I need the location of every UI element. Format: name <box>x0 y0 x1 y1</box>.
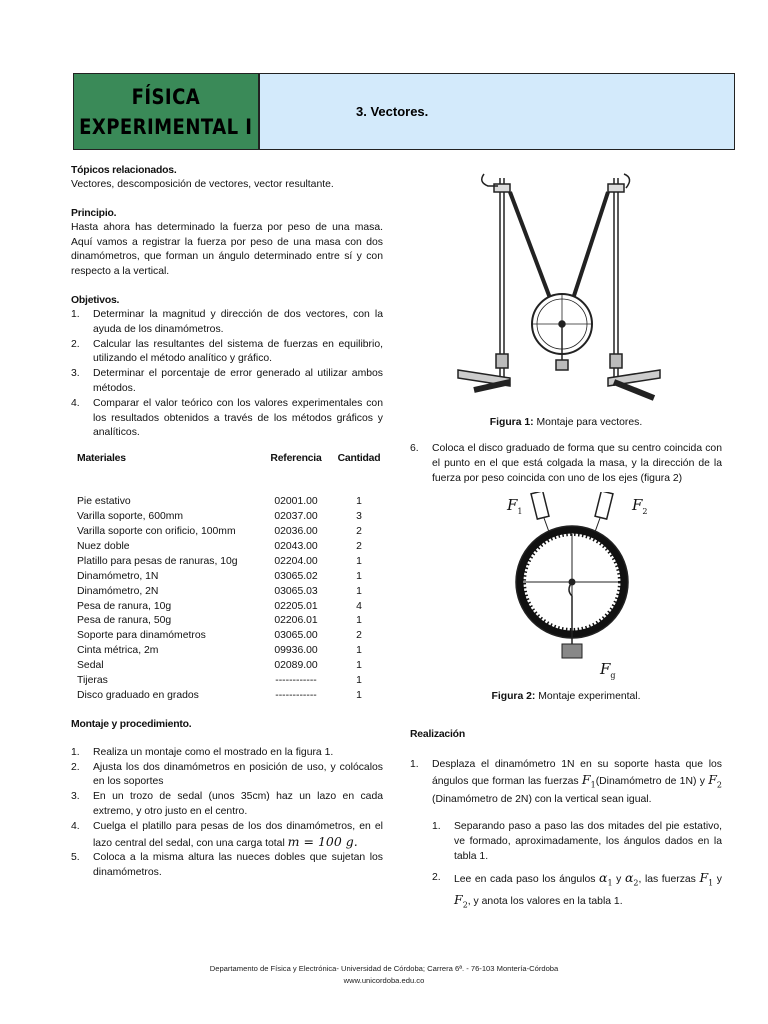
objetivos-section <box>71 294 383 441</box>
col-header-cantidad: Cantidad <box>337 453 381 465</box>
material-ref-cell: 02089.00 <box>274 660 318 672</box>
table-row <box>71 570 383 585</box>
table-row <box>71 674 383 689</box>
figure-2-illustration <box>410 492 722 684</box>
material-name-cell: Dinamómetro, 1N <box>77 570 159 582</box>
topicos-text: Vectores, descomposición de vectores, vector resultante. <box>71 179 334 190</box>
force-label-f2: $F_2$ <box>632 496 648 517</box>
material-ref-cell: 09936.00 <box>274 645 318 657</box>
topicos-section <box>71 164 383 193</box>
list-item: 3. Determinar el porcentaje de error generado al utilizar ambos métodos. <box>71 368 383 394</box>
material-ref-cell: 03065.00 <box>274 630 318 642</box>
material-ref-cell: 02037.00 <box>274 511 318 523</box>
material-name-cell: Sedal <box>77 660 104 672</box>
material-name-cell: Soporte para dinamómetros <box>77 630 206 642</box>
material-qty-cell: 1 <box>356 675 362 687</box>
page-footer <box>0 963 768 987</box>
list-item: 6. Coloca el disco graduado de forma que su centro coincida con el punto en el que está colgada la masa, y la dirección de la fuerza por peso coincida con uno de los ejes (figura 2) <box>410 443 722 484</box>
material-name-cell: Pesa de ranura, 50g <box>77 615 172 627</box>
table-row <box>71 555 383 570</box>
figure-1 <box>410 164 722 430</box>
material-name-cell: Disco graduado en grados <box>77 689 199 701</box>
table-row <box>71 525 383 540</box>
figure-1-illustration <box>438 164 662 404</box>
principio-section <box>71 207 383 280</box>
material-name-cell: Pesa de ranura, 10g <box>77 600 172 612</box>
material-qty-cell: 1 <box>356 570 362 582</box>
principio-title: Principio. <box>71 207 117 219</box>
table-row <box>71 600 383 615</box>
list-item: 1. Separando paso a paso las dos mitades del pie estativo, ve formado, aproximadamente, los ángulos dados en la tabla 1. <box>432 821 722 862</box>
principio-text: Hasta ahora has determinado la fuerza por peso de una masa. Aquí vamos a registrar la fuerza por peso de una masa con dos dinamómetros, que forman un ángulo determinado entre sí y con respecto a la vertical. <box>71 221 383 278</box>
section-title-box <box>260 74 734 149</box>
material-qty-cell: 1 <box>356 555 362 567</box>
material-ref-cell: 02043.00 <box>274 540 318 552</box>
table-header-row <box>71 453 383 481</box>
table-row <box>71 585 383 600</box>
list-item: 1. Determinar la magnitud y dirección de dos vectores, con la ayuda de los dinamómetros. <box>71 308 383 335</box>
table-row <box>71 644 383 659</box>
material-name-cell: Dinamómetro, 2N <box>77 585 159 597</box>
footer-url-link[interactable]: www.unicordoba.edu.co <box>343 976 425 985</box>
force-label-f1: $F_1$ <box>507 496 523 517</box>
material-qty-cell: 1 <box>356 496 362 508</box>
footer-address: Departamento de Física y Electrónica- Universidad de Córdoba; Carrera 6ª. - 76-103 Montería-Córdoba <box>209 964 559 973</box>
material-ref-cell: 02205.01 <box>274 600 318 612</box>
table-row <box>71 495 383 510</box>
material-qty-cell: 1 <box>356 615 362 627</box>
material-ref-cell: 03065.03 <box>274 585 318 597</box>
material-qty-cell: 1 <box>356 645 362 657</box>
table-row <box>71 629 383 644</box>
list-item: 1. Desplaza el dinamómetro 1N en su soporte hasta que los ángulos que forman las fuerzas $F_1(Dinamómetro$ de 1N) y $F_2$ (Dinamómetro de 2N) con la vertical sean igual. <box>410 759 722 806</box>
force-label-fg: $F_g$ <box>600 660 616 681</box>
course-title-box <box>74 74 260 149</box>
materials-table-body <box>71 481 383 704</box>
list-item: 2. Lee en cada paso los ángulos $\alpha_1$ y $\alpha_2$, las fuerzas $F_1$ y $F_2$, y anota los valores en la tabla 1. <box>432 869 722 910</box>
mass-formula: m = 100 g. <box>287 833 358 849</box>
figure-1-caption: Figura 1: Montaje para vectores. <box>489 417 643 428</box>
figure-2 <box>410 492 722 684</box>
right-column <box>410 164 722 914</box>
montaje-section <box>71 718 383 881</box>
material-qty-cell: 2 <box>356 540 362 552</box>
objetivos-list <box>71 308 383 441</box>
material-ref-cell: ------------ <box>275 675 317 687</box>
material-qty-cell: 2 <box>356 630 362 642</box>
list-item: 3. En un trozo de sedal (unos 35cm) haz un lazo en cada extremo, y otro justo en el centro. <box>71 791 383 818</box>
material-qty-cell: 1 <box>356 585 362 597</box>
material-name-cell: Varilla soporte con orificio, 100mm <box>77 525 236 537</box>
list-item: 5. Coloca a la misma altura las nueces dobles que sujetan los dinamómetros. <box>71 852 383 879</box>
realizacion-title: Realización <box>410 729 465 741</box>
material-name-cell: Cinta métrica, 2m <box>77 645 159 657</box>
table-spacer-row <box>71 481 383 495</box>
material-name-cell: Platillo para pesas de ranuras, 10g <box>77 555 238 567</box>
list-item: 2. Ajusta los dos dinamómetros en posición de uso, y colócalos en los soportes <box>71 761 383 788</box>
course-title-line2: EXPERIMENTAL I <box>79 114 253 139</box>
list-item: 2. Calcular las resultantes del sistema de fuerzas en equilibrio, utilizando el método analítico y gráfico. <box>71 338 383 365</box>
material-ref-cell: 02204.00 <box>274 555 318 567</box>
col-header-referencia: Referencia <box>270 453 322 465</box>
material-name-cell: Tijeras <box>77 675 108 687</box>
material-qty-cell: 1 <box>356 689 362 701</box>
material-name-cell: Pie estativo <box>77 496 131 508</box>
table-row <box>71 510 383 525</box>
material-qty-cell: 1 <box>356 660 362 672</box>
material-ref-cell: 02036.00 <box>274 525 318 537</box>
material-qty-cell: 4 <box>356 600 362 612</box>
course-title-line1: FÍSICA <box>131 84 201 109</box>
montaje-title: Montaje y procedimiento. <box>71 718 192 730</box>
list-item: 4. Cuelga el platillo para pesas de los dos dinamómetros, en el lazo central del sedal, con una carga total m = 100 g. <box>71 820 383 849</box>
materials-table <box>71 453 383 704</box>
list-item: 4. Comparar el valor teórico con los valores experimentales con los resultados obtenidos a través de los métodos gráficos y analíticos. <box>71 397 383 439</box>
material-name-cell: Nuez doble <box>77 540 130 552</box>
page-header <box>73 73 735 150</box>
material-name-cell: Varilla soporte, 600mm <box>77 511 184 523</box>
realizacion-list <box>410 758 722 808</box>
material-ref-cell: ------------ <box>275 689 317 701</box>
col-header-materiales: Materiales <box>77 453 126 465</box>
material-ref-cell: 02001.00 <box>274 496 318 508</box>
realizacion-sublist <box>432 820 722 913</box>
montaje-list <box>71 746 383 881</box>
topicos-title: Tópicos relacionados. <box>71 165 177 176</box>
section-title: 3. Vectores. <box>356 104 429 119</box>
objetivos-title: Objetivos. <box>71 294 120 306</box>
montaje-list-continued <box>410 442 722 486</box>
material-qty-cell: 2 <box>356 525 362 537</box>
material-ref-cell: 02206.01 <box>274 615 318 627</box>
figure-2-caption: Figura 2: Montaje experimental. <box>491 691 641 703</box>
material-ref-cell: 03065.02 <box>274 570 318 582</box>
table-row <box>71 689 383 704</box>
material-qty-cell: 3 <box>356 511 362 523</box>
realizacion-section <box>410 728 722 913</box>
list-item: 1. Realiza un montaje como el mostrado en la figura 1. <box>71 746 334 758</box>
left-column <box>71 164 383 895</box>
table-row <box>71 614 383 629</box>
table-row <box>71 659 383 674</box>
table-row <box>71 540 383 555</box>
